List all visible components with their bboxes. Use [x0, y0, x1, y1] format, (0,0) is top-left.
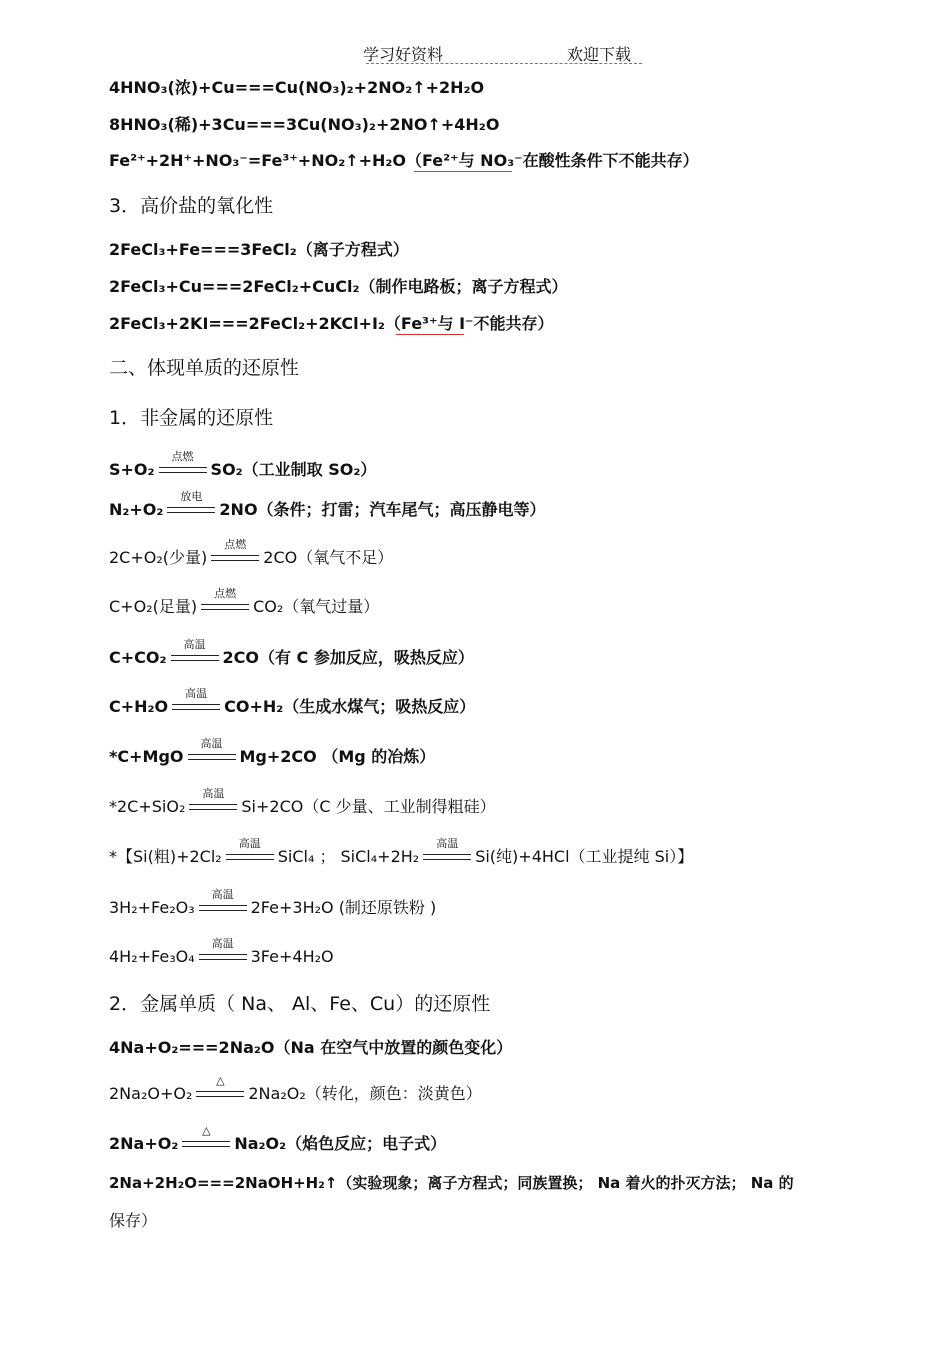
condition-label: 高温	[436, 837, 459, 851]
underline-mark	[414, 171, 512, 172]
reaction-arrow	[189, 787, 237, 813]
reactants: 2Na₂O+O₂	[109, 1084, 193, 1103]
section-heading: 2．金属单质（ Na、 Al、Fe、Cu）的还原性	[109, 993, 491, 1015]
reactants: *【Si(粗)+2Cl₂	[109, 847, 222, 866]
products: CO₂（氧气过量）	[253, 597, 380, 616]
condition-label: 点燃	[224, 538, 247, 552]
reaction-arrow	[196, 1074, 244, 1100]
reaction-arrow	[159, 450, 207, 476]
products: Mg+2CO （Mg 的冶炼）	[239, 747, 436, 766]
reaction-arrow	[172, 687, 220, 713]
section-heading: 二、体现单质的还原性	[109, 357, 300, 379]
condition-label: 高温	[211, 937, 234, 951]
reaction-arrow	[423, 837, 471, 863]
reactants: C+H₂O	[109, 697, 169, 716]
reactants: C+O₂(足量)	[109, 597, 198, 616]
condition-label: 高温	[200, 737, 223, 751]
reaction-arrow	[199, 888, 247, 914]
reaction-line	[109, 1074, 482, 1103]
reaction-line	[109, 737, 436, 766]
condition-label: 放电	[180, 490, 203, 504]
products: Na₂O₂（焰色反应；电子式）	[234, 1134, 447, 1153]
condition-label: 高温	[211, 888, 234, 902]
reaction-arrow	[167, 490, 215, 516]
condition-label: 点燃	[171, 450, 194, 464]
equation-line: 2Na+2H₂O===2NaOH+H₂↑（实验现象；离子方程式；同族置换； Na 着火的扑灭方法； Na 的	[109, 1174, 794, 1192]
reaction-line	[109, 787, 496, 816]
reaction-arrow	[188, 737, 236, 763]
condition-label: 点燃	[214, 587, 237, 601]
section-heading: 1．非金属的还原性	[109, 407, 274, 429]
equation-line	[109, 151, 699, 170]
reaction-line	[109, 538, 394, 567]
reactants: *C+MgO	[109, 747, 184, 766]
condition-label: 高温	[238, 837, 261, 851]
equation-line: 2FeCl₃+2KI===2FeCl₂+2KCl+I₂（Fe³⁺与 I⁻不能共存）	[109, 314, 554, 333]
reactants: 4H₂+Fe₃O₄	[109, 947, 195, 966]
reaction-line	[109, 937, 334, 966]
equation-line: 2FeCl₃+Cu===2FeCl₂+CuCl₂（制作电路板；离子方程式）	[109, 277, 568, 296]
products: 2NO（条件；打雷；汽车尾气；高压静电等）	[219, 500, 546, 519]
equation-line: 2FeCl₃+Fe===3FeCl₂（离子方程式）	[109, 240, 409, 259]
reaction-line	[109, 490, 546, 519]
equation-line-continued: 保存）	[109, 1211, 158, 1230]
reactants: *2C+SiO₂	[109, 797, 186, 816]
reactants: S+O₂	[109, 460, 155, 479]
condition-label: 高温	[202, 787, 225, 801]
reaction-line	[109, 638, 474, 667]
products: SiCl₄ ； SiCl₄+2H₂	[277, 847, 420, 866]
reaction-line	[109, 687, 476, 716]
equation-line: 4Na+O₂===2Na₂O（Na 在空气中放置的颜色变化）	[109, 1038, 513, 1057]
header-left: 学习好资料	[363, 45, 444, 64]
products: Si(纯)+4HCl（工业提纯 Si）】	[475, 847, 694, 866]
reactants: 3H₂+Fe₂O₃	[109, 898, 195, 917]
condition-label: 高温	[185, 687, 208, 701]
header-divider	[366, 63, 642, 64]
reaction-line	[109, 587, 380, 616]
reactants: 2C+O₂(少量)	[109, 548, 208, 567]
reaction-line	[109, 888, 437, 917]
reaction-line	[109, 837, 694, 866]
reactants: C+CO₂	[109, 648, 167, 667]
products: 2CO（有 C 参加反应，吸热反应）	[222, 648, 474, 667]
products: 2Na₂O₂（转化，颜色：淡黄色）	[248, 1084, 482, 1103]
reactants: 2Na+O₂	[109, 1134, 179, 1153]
reaction-line	[109, 450, 377, 479]
products: SO₂（工业制取 SO₂）	[210, 460, 377, 479]
reaction-arrow	[201, 587, 249, 613]
reaction-arrow	[182, 1124, 230, 1150]
reaction-arrow	[211, 538, 259, 564]
equation-line: 4HNO₃(浓)+Cu===Cu(NO₃)₂+2NO₂↑+2H₂O	[109, 78, 485, 97]
equation-line: 8HNO₃(稀)+3Cu===3Cu(NO₃)₂+2NO↑+4H₂O	[109, 115, 500, 134]
condition-label: △	[202, 1124, 211, 1138]
reaction-arrow	[171, 638, 219, 664]
reaction-arrow	[199, 937, 247, 963]
condition-label: △	[216, 1074, 225, 1088]
header-right: 欢迎下载	[567, 45, 632, 64]
equation-text: Fe²⁺+2H⁺+NO₃⁻=Fe³⁺+NO₂↑+H₂O（Fe²⁺与 NO₃⁻在酸性条件下不能共存）	[109, 151, 699, 170]
reaction-line	[109, 1124, 447, 1153]
products: 2Fe+3H₂O (制还原铁粉 )	[250, 898, 437, 917]
products: 2CO（氧气不足）	[263, 548, 394, 567]
reaction-arrow	[226, 837, 274, 863]
section-heading: 3．高价盐的氧化性	[109, 195, 274, 217]
products: 3Fe+4H₂O	[250, 947, 334, 966]
condition-label: 高温	[183, 638, 206, 652]
products: Si+2CO（C 少量、工业制得粗硅）	[241, 797, 496, 816]
underline-mark	[396, 334, 464, 335]
reactants: N₂+O₂	[109, 500, 164, 519]
products: CO+H₂（生成水煤气；吸热反应）	[224, 697, 476, 716]
